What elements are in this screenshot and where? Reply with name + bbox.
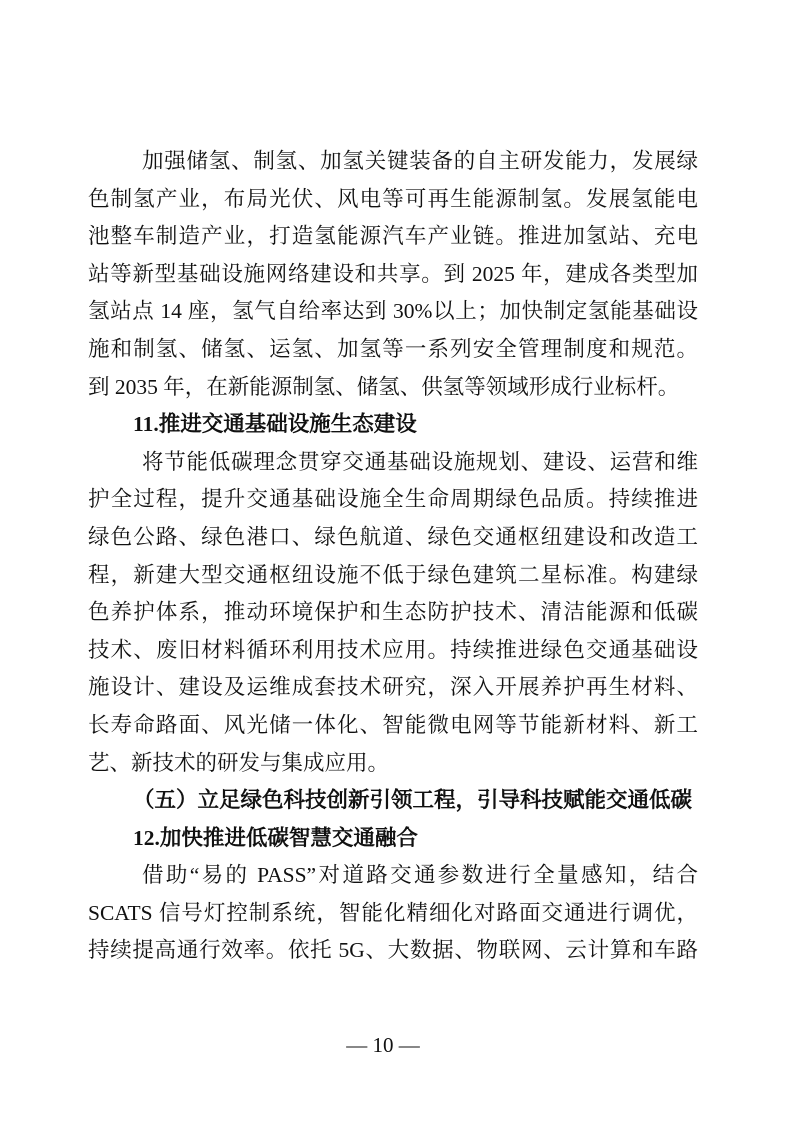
text-line: 色养护体系，推动环境保护和生态防护技术、清洁能源和低碳 <box>88 600 698 625</box>
section-heading: 11.推进交通基础设施生态建设 <box>133 412 417 437</box>
text-line: 绿色公路、绿色港口、绿色航道、绿色交通枢纽建设和改造工 <box>88 524 698 549</box>
text-line: 技术、废旧材料循环利用技术应用。持续推进绿色交通基础设 <box>88 637 698 662</box>
text-line: 施和制氢、储氢、运氢、加氢等一系列安全管理制度和规范。 <box>88 336 698 361</box>
text-line: 将节能低碳理念贯穿交通基础设施规划、建设、运营和维 <box>142 449 698 474</box>
text-line: 施设计、建设及运维成套技术研究，深入开展养护再生材料、 <box>88 675 698 700</box>
text-line: 站等新型基础设施网络建设和共享。到 2025 年，建成各类型加 <box>88 261 698 286</box>
section <box>88 782 698 820</box>
text-line: 借助“易的 PASS”对道路交通参数进行全量感知，结合 <box>142 863 698 888</box>
section <box>88 820 698 858</box>
paragraph <box>88 444 698 782</box>
text-line: 长寿命路面、风光储一体化、智能微电网等节能新材料、新工 <box>88 712 698 737</box>
page-number: — 10 — <box>346 1033 420 1057</box>
text-line: 到 2035 年，在新能源制氢、储氢、供氢等领域形成行业标杆。 <box>88 374 680 399</box>
section-heading: （五）立足绿色科技创新引领工程，引导科技赋能交通低碳 <box>133 788 693 813</box>
section <box>88 406 698 444</box>
text-line: 护全过程，提升交通基础设施全生命周期绿色品质。持续推进 <box>88 487 698 512</box>
text-line: 氢站点 14 座，氢气自给率达到 30%以上；加快制定氢能基础设 <box>88 299 698 324</box>
paragraph <box>88 143 698 406</box>
text-line: 程，新建大型交通枢纽设施不低于绿色建筑二星标准。构建绿 <box>88 562 698 587</box>
text-line: 池整车制造产业，打造氢能源汽车产业链。推进加氢站、充电 <box>88 224 698 249</box>
text-line: 加强储氢、制氢、加氢关键装备的自主研发能力，发展绿 <box>142 149 698 173</box>
text-line: 色制氢产业，布局光伏、风电等可再生能源制氢。发展氢能电 <box>88 186 698 211</box>
text-block <box>88 143 698 970</box>
text-line: 艺、新技术的研发与集成应用。 <box>88 750 390 775</box>
text-line: 持续提高通行效率。依托 5G、大数据、物联网、云计算和车路 <box>88 938 698 963</box>
section-heading: 12.加快推进低碳智慧交通融合 <box>133 825 418 850</box>
paragraph <box>88 857 698 970</box>
text-line: SCATS 信号灯控制系统，智能化精细化对路面交通进行调优， <box>88 900 698 925</box>
